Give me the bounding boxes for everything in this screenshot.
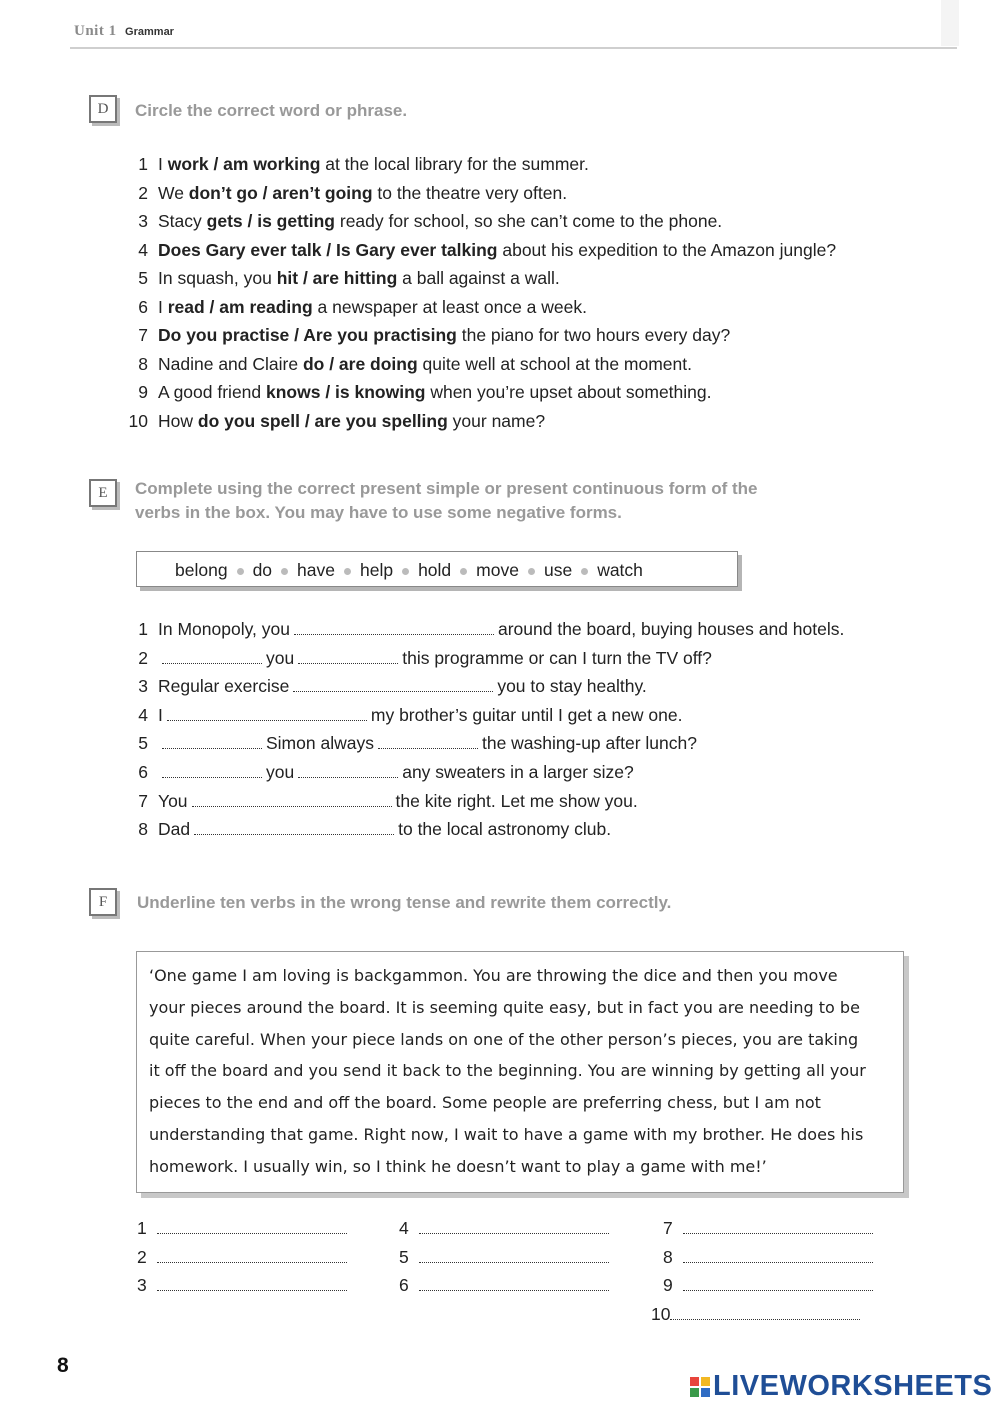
answer-blank[interactable] [162, 734, 262, 749]
logo-square [701, 1377, 710, 1386]
story-text [149, 960, 889, 1183]
section-f-instruction: Underline ten verbs in the wrong tense and rewrite them correctly. [137, 893, 672, 912]
item-number: 2 [138, 647, 148, 668]
item-text-end: the washing-up after lunch? [481, 733, 697, 754]
exercise-e-item [124, 791, 844, 820]
item-text-pre: How [158, 410, 198, 431]
item-text-start: You [158, 790, 188, 811]
answer-line[interactable] [137, 1247, 347, 1268]
item-number: 4 [138, 704, 148, 725]
item-text-pre: Nadine and Claire [158, 353, 303, 374]
story-line: it off the board and you send it back to the beginning. You are winning by getting all your [149, 1061, 866, 1081]
answer-line[interactable] [651, 1304, 860, 1325]
answer-number: 3 [137, 1275, 147, 1295]
bullet-dot [460, 568, 467, 575]
item-number: 1 [138, 154, 148, 174]
answer-line[interactable] [399, 1218, 609, 1239]
bullet-dot [344, 568, 351, 575]
answer-line[interactable] [137, 1218, 347, 1239]
page-corner-shade [941, 0, 959, 46]
section-f-letter: F [89, 888, 117, 916]
answer-number: 10 [651, 1303, 671, 1324]
box-word: move [476, 560, 519, 580]
liveworksheets-logo [690, 1370, 992, 1403]
choice-phrase[interactable]: do you spell / are you spelling [197, 410, 448, 431]
answer-number: 7 [663, 1218, 673, 1238]
answer-blank[interactable] [298, 649, 398, 664]
box-word: use [543, 560, 573, 580]
section-e-instruction-2: verbs in the box. You may have to use some negative forms. [135, 503, 622, 522]
item-text-start: In Monopoly, you [158, 619, 290, 639]
item-text-post: the piano for two hours every day? [456, 325, 731, 345]
item-number: 5 [138, 733, 148, 754]
item-text-post: when you’re upset about something. [425, 382, 712, 402]
bullet-dot [528, 568, 535, 575]
item-number: 9 [138, 382, 148, 402]
answer-blank[interactable] [167, 706, 367, 721]
answer-number: 1 [137, 1218, 147, 1238]
item-text-post: at the local library for the summer. [320, 154, 589, 174]
answer-line[interactable] [137, 1275, 347, 1296]
answer-number: 4 [399, 1218, 409, 1238]
page-number: 8 [57, 1354, 69, 1377]
item-text-pre: Stacy [158, 211, 207, 231]
answer-blank[interactable] [157, 1221, 347, 1234]
exercise-e-item [124, 676, 844, 705]
exercise-e-item [124, 733, 844, 762]
box-word: do [252, 560, 273, 580]
item-text-post: about his expedition to the Amazon jungle? [497, 239, 837, 260]
item-text-post: a ball against a wall. [397, 268, 560, 288]
exercise-d-item [124, 240, 836, 269]
choice-phrase[interactable]: Do you practise / Are you practising [158, 325, 457, 345]
exercise-d-item [124, 183, 836, 212]
box-word: have [297, 560, 335, 580]
item-number: 6 [138, 296, 148, 317]
answer-blank[interactable] [194, 820, 394, 835]
story-line: quite careful. When your piece lands on one of the other person’s pieces, you are taking [149, 1029, 859, 1049]
logo-text: LIVEWORKSHEETS [713, 1370, 993, 1402]
item-text-start: Dad [158, 819, 191, 840]
exercise-d-item [124, 382, 836, 411]
item-text-post: ready for school, so she can’t come to the phone. [335, 211, 723, 231]
exercise-e-item [124, 819, 844, 848]
answer-line[interactable] [663, 1218, 873, 1239]
bullet-dot [281, 568, 288, 575]
choice-phrase[interactable]: don’t go / aren’t going [188, 182, 373, 203]
answer-blank[interactable] [683, 1278, 873, 1291]
choice-phrase[interactable]: gets / is getting [206, 211, 335, 231]
answer-blank[interactable] [670, 1307, 860, 1320]
item-number: 5 [138, 268, 148, 288]
story-line: ‘One game I am loving is backgammon. You are throwing the dice and then you move [149, 966, 838, 985]
answer-number: 8 [663, 1246, 673, 1267]
answer-blank[interactable] [162, 763, 262, 778]
exercise-e-item [124, 619, 844, 648]
item-text-post: to the theatre very often. [372, 182, 568, 203]
box-word: help [359, 560, 394, 580]
choice-phrase[interactable]: work / am working [167, 154, 321, 174]
answer-line[interactable] [399, 1247, 609, 1268]
logo-square [701, 1388, 710, 1397]
answer-number: 5 [399, 1246, 409, 1267]
item-text-end: you to stay healthy. [497, 676, 647, 697]
section-e-instruction-1: Complete using the correct present simple or present continuous form of the [135, 479, 758, 498]
item-number: 10 [128, 410, 148, 431]
item-text-end: the kite right. Let me show you. [395, 790, 638, 811]
exercise-e-item [124, 648, 844, 677]
choice-phrase[interactable]: knows / is knowing [266, 382, 426, 402]
item-text-post: your name? [447, 410, 546, 431]
box-word: hold [418, 560, 452, 580]
section-e-letter: E [89, 479, 117, 507]
box-word: belong [175, 560, 228, 580]
answer-blank[interactable] [192, 792, 392, 807]
choice-phrase[interactable]: read / am reading [167, 296, 313, 317]
verb-box [136, 551, 738, 587]
bullet-dot [237, 568, 244, 575]
item-number: 6 [138, 761, 148, 782]
exercise-d-item [124, 411, 836, 440]
item-text-start: Simon always [266, 733, 374, 754]
story-textbox [136, 951, 904, 1193]
item-number: 7 [138, 790, 148, 811]
exercise-d-item [124, 154, 836, 183]
topic-label: Grammar [125, 26, 174, 38]
exercise-d-item [124, 211, 836, 240]
item-text-start: you [266, 761, 295, 782]
item-text-start: you [266, 647, 295, 668]
section-d-instruction: Circle the correct word or phrase. [135, 101, 408, 120]
answer-blank[interactable] [162, 649, 262, 664]
page-header [74, 22, 174, 40]
item-text-pre: In squash, you [158, 268, 277, 288]
answer-blank[interactable] [683, 1250, 873, 1263]
exercise-d-item [124, 354, 836, 383]
exercise-d-item [124, 268, 836, 297]
item-text-end: any sweaters in a larger size? [402, 761, 634, 782]
item-number: 1 [138, 619, 148, 639]
answer-blank[interactable] [293, 677, 493, 692]
bullet-dot [402, 568, 409, 575]
answer-number: 9 [663, 1275, 673, 1295]
exercise-e-item [124, 705, 844, 734]
header-divider [70, 47, 957, 49]
exercise-d-item [124, 325, 836, 354]
answer-line[interactable] [663, 1247, 873, 1268]
story-line: your pieces around the board. It is seeming quite easy, but in fact you are needing to be [149, 997, 860, 1017]
answer-blank[interactable] [378, 734, 478, 749]
item-text-end: to the local astronomy club. [398, 819, 612, 840]
item-number: 2 [138, 182, 148, 203]
bullet-dot [581, 568, 588, 575]
answer-blank[interactable] [419, 1278, 609, 1291]
item-text-pre: We [158, 182, 189, 203]
section-e-list [124, 619, 844, 848]
exercise-d-item [124, 297, 836, 326]
item-text-pre: I [158, 154, 168, 174]
answer-line[interactable] [663, 1275, 873, 1296]
choice-phrase[interactable]: do / are doing [302, 353, 418, 374]
item-text-start: Regular exercise [158, 676, 290, 697]
exercise-e-item [124, 762, 844, 791]
item-number: 8 [138, 353, 148, 374]
story-line: homework. I usually win, so I think he doesn’t want to play a game with me!’ [149, 1156, 767, 1176]
answer-blank[interactable] [294, 620, 494, 635]
answer-blank[interactable] [157, 1250, 347, 1263]
item-number: 3 [138, 211, 148, 231]
answer-number: 6 [399, 1275, 409, 1295]
answer-blank[interactable] [419, 1221, 609, 1234]
item-number: 4 [138, 239, 148, 260]
item-text-pre: I [158, 296, 168, 317]
story-line: pieces to the end and off the board. Some people are preferring chess, but I am not [149, 1093, 821, 1113]
answer-blank[interactable] [298, 763, 398, 778]
item-number: 3 [138, 676, 148, 697]
answer-number: 2 [137, 1246, 147, 1267]
item-number: 8 [138, 819, 148, 840]
story-line: understanding that game. Right now, I wait to have a game with my brother. He does his [149, 1124, 864, 1144]
item-text-end: around the board, buying houses and hotels. [497, 619, 845, 639]
answer-blank[interactable] [419, 1250, 609, 1263]
item-text-post: quite well at school at the moment. [417, 353, 692, 374]
item-text-end: my brother’s guitar until I get a new one. [370, 704, 683, 725]
choice-phrase[interactable]: Does Gary ever talk / Is Gary ever talking [158, 239, 498, 260]
choice-phrase[interactable]: hit / are hitting [276, 268, 398, 288]
box-word: watch [597, 560, 643, 580]
item-number: 7 [138, 325, 148, 345]
logo-square [690, 1377, 699, 1386]
logo-icon [690, 1377, 710, 1397]
item-text-end: this programme or can I turn the TV off? [402, 647, 712, 668]
section-d-letter: D [89, 95, 117, 123]
item-text-pre: A good friend [158, 382, 266, 402]
item-text-start: I [158, 704, 163, 725]
answer-blank[interactable] [683, 1221, 873, 1234]
unit-label: Unit 1 [74, 23, 117, 39]
answer-line[interactable] [399, 1275, 609, 1296]
section-d-list [124, 154, 836, 439]
logo-square [690, 1388, 699, 1397]
item-text-post: a newspaper at least once a week. [312, 296, 587, 317]
answer-blank[interactable] [157, 1278, 347, 1291]
